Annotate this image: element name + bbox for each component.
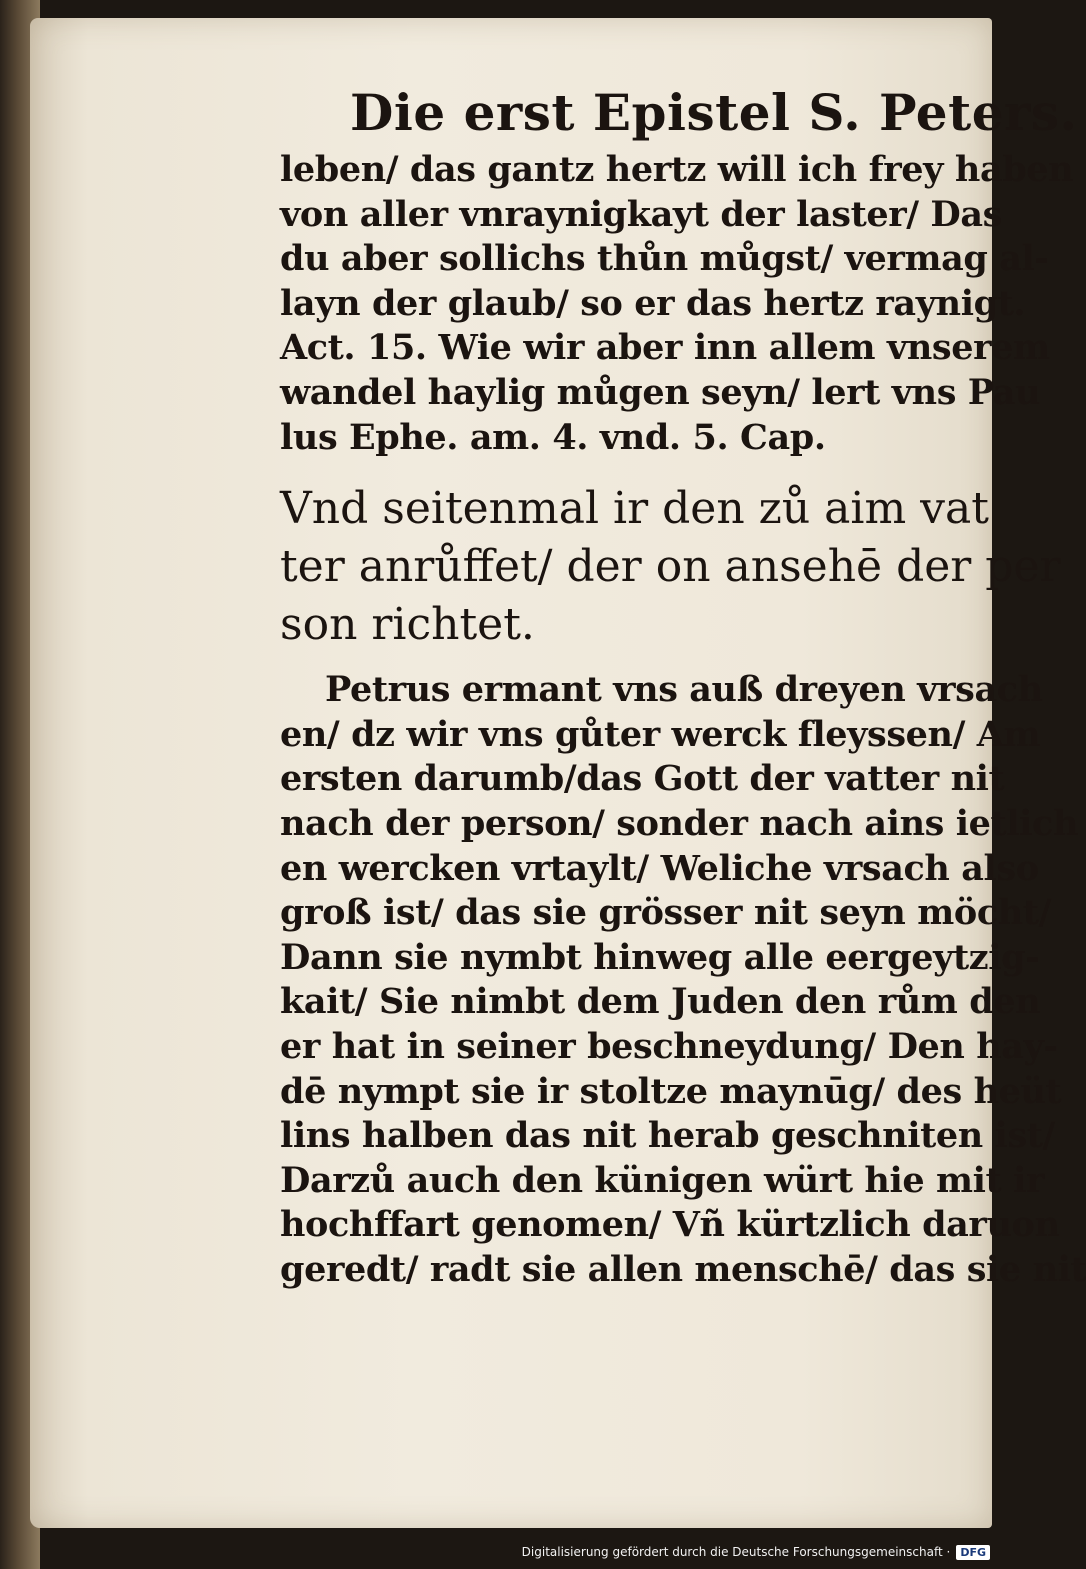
text-line: Petrus ermant vns auß dreyen vrsach (325, 669, 1043, 711)
text-line: dē nympt sie ir stoltze maynūg/ des heüt (280, 1070, 1062, 1112)
text-line: ersten darumb/das Gott der vatter nit (280, 758, 1005, 800)
text-line: Darzů auch den künigen würt hie mit ir (280, 1159, 1045, 1201)
text-line: wandel haylig můgen seyn/ lert vns Pau (280, 371, 1041, 413)
text-line: er hat in seiner beschneydung/ Den hay- (280, 1025, 1058, 1067)
text-block (280, 78, 1086, 1292)
verse-line: Vnd seitenmal ir den zů aim vat (280, 483, 989, 535)
text-line: groß ist/ das sie grösser nit seyn möcht/ (280, 892, 1051, 934)
dfg-logo: DFG (956, 1545, 990, 1560)
text-line: von aller vnraynigkayt der laster/ Das (280, 193, 1002, 235)
text-line: lins halben das nit herab geschniten ist/ (280, 1115, 1055, 1157)
text-line: geredt/ radt sie allen menschē/ das sie nit (280, 1248, 1086, 1290)
text-line: nach der person/ sonder nach ains ietlich (280, 802, 1078, 844)
digitization-credit (522, 1541, 990, 1563)
text-line: kait/ Sie nimbt dem Juden den rům den (280, 981, 1041, 1023)
text-line: du aber sollichs thůn můgst/ vermag al- (280, 238, 1049, 280)
text-line: hochffart genomen/ Vñ kürtzlich daruon (280, 1204, 1060, 1246)
text-line: Dann sie nymbt hinweg alle eergeytzig- (280, 936, 1040, 978)
text-line: layn der glaub/ so er das hertz raynigt. (280, 282, 1026, 324)
text-line: lus Ephe. am. 4. vnd. 5. Cap. (280, 416, 826, 458)
text-line: leben/ das gantz hertz will ich frey haben (280, 149, 1074, 190)
verse-line: ter anrůffet/ der on ansehē der per (280, 541, 1061, 593)
paragraph-1 (280, 148, 1074, 460)
credit-text: Digitalisierung gefördert durch die Deutsche Forschungsgemeinschaft · (521, 1545, 951, 1559)
scripture-verse (280, 480, 1061, 654)
text-line: en wercken vrtaylt/ Weliche vrsach also (280, 847, 1039, 889)
verse-line: son richtet. (280, 599, 535, 651)
running-head: Die erst Epistel S. Peters. (350, 83, 1078, 142)
text-line: en/ dz wir vns gůter werck fleyssen/ Am (280, 713, 1041, 755)
commentary-paragraph (280, 668, 1086, 1292)
text-line: Act. 15. Wie wir aber inn allem vnserem (280, 327, 1050, 369)
book-page (30, 18, 1086, 1528)
